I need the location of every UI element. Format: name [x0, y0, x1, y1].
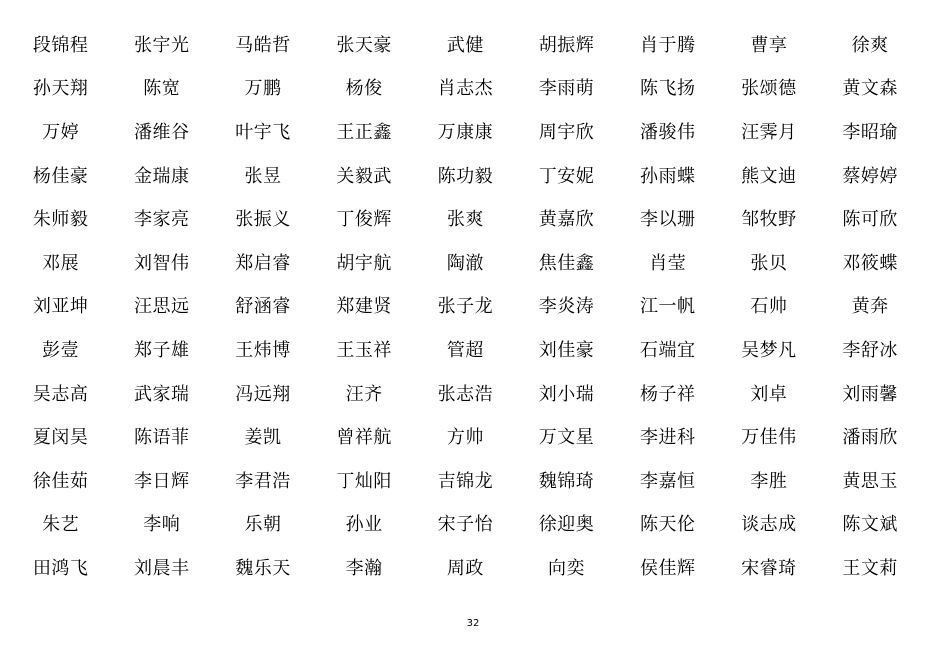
- name-cell: 张昱: [244, 165, 282, 187]
- name-cell: 宋子怡: [437, 514, 494, 536]
- name-cell: 丁灿阳: [336, 470, 392, 492]
- name-cell: 焦佳鑫: [538, 252, 595, 274]
- name-cell: 刘佳豪: [538, 339, 595, 361]
- name-cell: 陈文斌: [842, 514, 898, 536]
- name-cell: 管超: [446, 339, 484, 361]
- name-cell: 武健: [446, 34, 484, 56]
- name-cell: 曹享: [750, 34, 788, 56]
- name-cell: 黄嘉欣: [538, 209, 595, 231]
- name-cell: 李舒冰: [842, 339, 898, 361]
- name-list-grid: [10, 24, 930, 591]
- name-cell: 潘骏伟: [639, 121, 696, 143]
- name-cell: 江一帆: [639, 296, 696, 318]
- name-cell: 舒涵睿: [235, 296, 291, 318]
- name-cell: 邓展: [42, 252, 80, 274]
- name-cell: 刘卓: [750, 383, 788, 405]
- name-cell: 张志浩: [437, 383, 494, 405]
- name-cell: 李以珊: [639, 209, 696, 231]
- name-cell: 吉锦龙: [437, 470, 494, 492]
- name-cell: 刘亚坤: [32, 296, 89, 318]
- name-cell: 万文星: [538, 427, 595, 449]
- name-cell: 王正鑫: [336, 121, 392, 143]
- name-cell: 张爽: [446, 209, 484, 231]
- name-cell: 魏乐天: [235, 557, 291, 579]
- name-cell: 万佳伟: [741, 427, 797, 449]
- name-cell: 张天豪: [336, 34, 392, 56]
- name-cell: 郑建贤: [336, 296, 392, 318]
- name-cell: 武家瑞: [134, 383, 190, 405]
- name-cell: 黄奔: [851, 296, 889, 318]
- name-cell: 方帅: [446, 427, 484, 449]
- name-cell: 李昭瑜: [842, 121, 898, 143]
- name-cell: 吴梦凡: [741, 339, 797, 361]
- name-cell: 王文莉: [842, 557, 898, 579]
- name-cell: 郑子雄: [134, 339, 190, 361]
- name-cell: 姜凯: [244, 427, 282, 449]
- name-cell: 陈宽: [143, 78, 181, 100]
- name-cell: 李日辉: [134, 470, 190, 492]
- name-cell: 关毅武: [336, 165, 392, 187]
- name-cell: 彭壹: [42, 339, 80, 361]
- name-cell: 陈飞扬: [639, 78, 696, 100]
- name-cell: 丁安妮: [538, 165, 595, 187]
- name-cell: 李进科: [639, 427, 696, 449]
- name-cell: 张子龙: [437, 296, 494, 318]
- name-cell: 魏锦琦: [538, 470, 595, 492]
- name-cell: 刘雨馨: [842, 383, 898, 405]
- name-cell: 金瑞康: [134, 165, 190, 187]
- name-cell: 张宇光: [134, 34, 190, 56]
- name-cell: 万康康: [437, 121, 494, 143]
- name-cell: 李炎涛: [538, 296, 595, 318]
- name-cell: 徐迎奥: [538, 514, 595, 536]
- name-cell: 徐佳茹: [32, 470, 89, 492]
- name-cell: 吴志高: [32, 383, 89, 405]
- name-cell: 叶宇飞: [235, 121, 291, 143]
- name-cell: 段锦程: [32, 34, 89, 56]
- name-cell: 胡振辉: [538, 34, 595, 56]
- name-cell: 乐朝: [244, 514, 282, 536]
- name-cell: 汪霁月: [741, 121, 797, 143]
- name-cell: 张振义: [235, 209, 291, 231]
- name-cell: 丁俊辉: [336, 209, 392, 231]
- name-cell: 潘维谷: [134, 121, 190, 143]
- name-cell: 杨佳豪: [32, 165, 89, 187]
- name-cell: 谈志成: [741, 514, 797, 536]
- name-cell: 朱师毅: [32, 209, 89, 231]
- name-cell: 李响: [143, 514, 181, 536]
- name-cell: 石帅: [750, 296, 788, 318]
- name-cell: 刘智伟: [134, 252, 190, 274]
- name-cell: 侯佳辉: [639, 557, 696, 579]
- name-cell: 周宇欣: [538, 121, 595, 143]
- name-cell: 邹牧野: [741, 209, 797, 231]
- name-cell: 朱艺: [42, 514, 80, 536]
- name-cell: 向奕: [548, 557, 586, 579]
- name-cell: 万婷: [42, 121, 80, 143]
- name-cell: 马皓哲: [235, 34, 291, 56]
- name-cell: 石端宜: [639, 339, 696, 361]
- name-cell: 宋睿琦: [741, 557, 797, 579]
- name-cell: 万鹏: [244, 78, 282, 100]
- name-cell: 李雨萌: [538, 78, 595, 100]
- name-cell: 夏闵昊: [32, 427, 89, 449]
- name-cell: 孙雨蝶: [639, 165, 696, 187]
- name-cell: 李君浩: [235, 470, 291, 492]
- name-cell: 杨子祥: [639, 383, 696, 405]
- name-cell: 张贝: [750, 252, 788, 274]
- name-cell: 李胜: [750, 470, 788, 492]
- name-cell: 陈可欣: [842, 209, 898, 231]
- name-cell: 肖莹: [649, 252, 687, 274]
- name-cell: 李家亮: [134, 209, 190, 231]
- name-cell: 陈功毅: [437, 165, 494, 187]
- name-cell: 陶澈: [446, 252, 484, 274]
- name-cell: 熊文迪: [741, 165, 797, 187]
- name-cell: 刘晨丰: [134, 557, 190, 579]
- name-cell: 蔡婷婷: [842, 165, 898, 187]
- name-cell: 李瀚: [345, 557, 383, 579]
- name-cell: 陈天伦: [639, 514, 696, 536]
- name-cell: 田鸿飞: [32, 557, 89, 579]
- page-number: 32: [466, 618, 480, 629]
- name-cell: 邓筱蝶: [842, 252, 898, 274]
- name-cell: 潘雨欣: [842, 427, 898, 449]
- name-cell: 王玉祥: [336, 339, 392, 361]
- name-cell: 孙业: [345, 514, 383, 536]
- name-cell: 汪齐: [345, 383, 383, 405]
- name-cell: 汪思远: [134, 296, 190, 318]
- name-cell: 李嘉恒: [639, 470, 696, 492]
- name-cell: 肖志杰: [437, 78, 494, 100]
- name-cell: 冯远翔: [235, 383, 291, 405]
- name-cell: 张颂德: [741, 78, 797, 100]
- name-cell: 周政: [446, 557, 484, 579]
- name-cell: 黄思玉: [842, 470, 898, 492]
- name-cell: 郑启睿: [235, 252, 291, 274]
- name-cell: 王炜博: [235, 339, 291, 361]
- name-cell: 杨俊: [345, 78, 383, 100]
- name-cell: 陈语菲: [134, 427, 190, 449]
- name-cell: 孙天翔: [32, 78, 89, 100]
- name-cell: 徐爽: [851, 34, 889, 56]
- name-cell: 肖于腾: [639, 34, 696, 56]
- name-cell: 胡宇航: [336, 252, 392, 274]
- name-cell: 黄文森: [842, 78, 898, 100]
- name-cell: 刘小瑞: [538, 383, 595, 405]
- name-cell: 曾祥航: [336, 427, 392, 449]
